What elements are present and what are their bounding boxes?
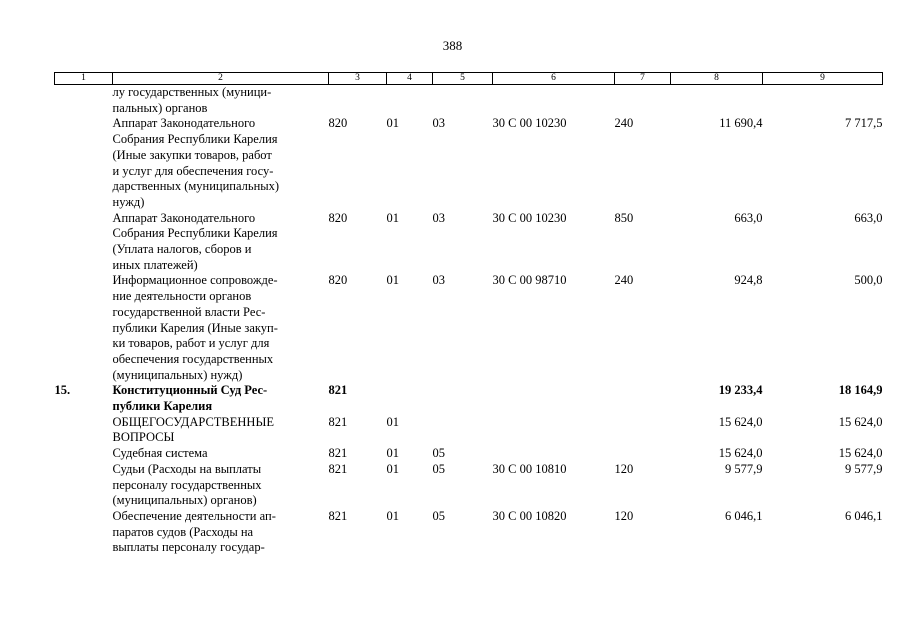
- table-row: [55, 509, 883, 556]
- amount-year-2: 500,0: [854, 273, 883, 288]
- row-number: [55, 462, 113, 509]
- subsection-code: 03: [432, 116, 445, 131]
- section-code: 01: [386, 210, 399, 225]
- ministry-code: 821: [328, 508, 348, 523]
- amount-year-2: 6 046,1: [845, 508, 883, 523]
- table-row: [55, 85, 883, 117]
- section-code: 01: [386, 273, 399, 288]
- row-number: [55, 211, 113, 274]
- expense-type-code: [615, 85, 671, 117]
- amount-year-2: [763, 85, 883, 117]
- amount-year-2: 15 624,0: [838, 414, 883, 429]
- target-article-code: 30 С 00 10230: [492, 116, 567, 131]
- target-article-code: [493, 383, 615, 414]
- table-body: [55, 85, 883, 557]
- row-number: [55, 273, 113, 383]
- amount-year-1: 19 233,4: [718, 383, 763, 398]
- subsection-code: 05: [432, 508, 445, 523]
- amount-year-2: 18 164,9: [838, 383, 883, 398]
- subsection-code: 03: [432, 210, 445, 225]
- page-number: 388: [442, 38, 463, 53]
- column-header: 7: [615, 73, 671, 85]
- column-header: 6: [493, 73, 615, 85]
- row-number: [55, 85, 113, 117]
- section-code: 01: [386, 508, 399, 523]
- amount-year-1: [671, 85, 763, 117]
- amount-year-2: 15 624,0: [838, 446, 883, 461]
- amount-year-1: 924,8: [734, 273, 763, 288]
- subsection-code: [433, 415, 493, 446]
- row-number: [55, 415, 113, 446]
- expense-name: Аппарат Законодательного Собрания Республики Карелия (Иные закупки товаров, работ и услуг для обеспечения госу- дарственных (муниципальных) нужд): [112, 116, 280, 209]
- expense-name: ОБЩЕГОСУДАРСТВЕННЫЕ ВОПРОСЫ: [112, 414, 274, 445]
- column-header: 5: [433, 73, 493, 85]
- table-row: [55, 446, 883, 462]
- row-number: [55, 446, 113, 462]
- table-row: [55, 383, 883, 414]
- subsection-code: 03: [432, 273, 445, 288]
- ministry-code: 821: [328, 383, 348, 398]
- target-article-code: 30 С 00 10820: [492, 508, 567, 523]
- target-article-code: [493, 415, 615, 446]
- ministry-code: 820: [328, 116, 348, 131]
- ministry-code: [329, 85, 387, 117]
- ministry-code: 820: [328, 210, 348, 225]
- ministry-code: 820: [328, 273, 348, 288]
- section-code: 01: [386, 461, 399, 476]
- column-header: 9: [763, 73, 883, 85]
- expense-type-code: 240: [614, 116, 634, 131]
- amount-year-1: 15 624,0: [718, 446, 763, 461]
- section-code: 01: [386, 446, 399, 461]
- row-number: 15.: [54, 383, 71, 398]
- target-article-code: 30 С 00 10230: [492, 210, 567, 225]
- subsection-code: 05: [432, 461, 445, 476]
- ministry-code: 821: [328, 461, 348, 476]
- amount-year-1: 9 577,9: [725, 461, 763, 476]
- table-row: [55, 462, 883, 509]
- amount-year-1: 15 624,0: [718, 414, 763, 429]
- expense-type-code: 120: [614, 508, 634, 523]
- target-article-code: 30 С 00 10810: [492, 461, 567, 476]
- section-code: [387, 383, 433, 414]
- amount-year-2: 9 577,9: [845, 461, 883, 476]
- target-article-code: 30 С 00 98710: [492, 273, 567, 288]
- table-row: [55, 415, 883, 446]
- section-code: [387, 85, 433, 117]
- expense-type-code: 850: [614, 210, 634, 225]
- expense-type-code: [615, 446, 671, 462]
- ministry-code: 821: [328, 414, 348, 429]
- target-article-code: [493, 446, 615, 462]
- expense-name: Аппарат Законодательного Собрания Республики Карелия (Уплата налогов, сборов и иных платежей): [112, 210, 278, 272]
- column-header: 2: [113, 73, 329, 85]
- expense-type-code: [615, 383, 671, 414]
- column-number-header: [55, 73, 883, 85]
- column-header: 1: [55, 73, 113, 85]
- amount-year-2: 663,0: [854, 210, 883, 225]
- amount-year-1: 6 046,1: [725, 508, 763, 523]
- expense-type-code: 120: [614, 461, 634, 476]
- column-header: 3: [329, 73, 387, 85]
- expense-type-code: [615, 415, 671, 446]
- row-number: [55, 116, 113, 210]
- amount-year-1: 663,0: [734, 210, 763, 225]
- column-header: 8: [671, 73, 763, 85]
- amount-year-2: 7 717,5: [845, 116, 883, 131]
- expense-name: Обеспечение деятельности ап- паратов судов (Расходы на выплаты персоналу государ-: [112, 508, 276, 555]
- expense-name: лу государственных (муници- пальных) органов: [112, 85, 272, 115]
- table-row: [55, 273, 883, 383]
- section-code: 01: [386, 414, 399, 429]
- expense-name: Судебная система: [112, 446, 208, 461]
- expense-name: Информационное сопровожде- ние деятельности органов государственной власти Рес- публики Карелия (Иные закуп- ки товаров, работ и услуг для обеспечения государственных (муниципальных) нужд): [112, 273, 278, 382]
- table-row: [55, 211, 883, 274]
- subsection-code: [433, 383, 493, 414]
- subsection-code: [433, 85, 493, 117]
- budget-table: [54, 72, 883, 556]
- subsection-code: 05: [432, 446, 445, 461]
- row-number: [55, 509, 113, 556]
- section-code: 01: [386, 116, 399, 131]
- expense-name: Судьи (Расходы на выплаты персоналу государственных (муниципальных) органов): [112, 461, 262, 508]
- target-article-code: [493, 85, 615, 117]
- ministry-code: 821: [328, 446, 348, 461]
- expense-name: Конституционный Суд Рес- публики Карелия: [112, 383, 268, 414]
- amount-year-1: 11 690,4: [719, 116, 763, 131]
- column-header: 4: [387, 73, 433, 85]
- table-row: [55, 116, 883, 210]
- expense-type-code: 240: [614, 273, 634, 288]
